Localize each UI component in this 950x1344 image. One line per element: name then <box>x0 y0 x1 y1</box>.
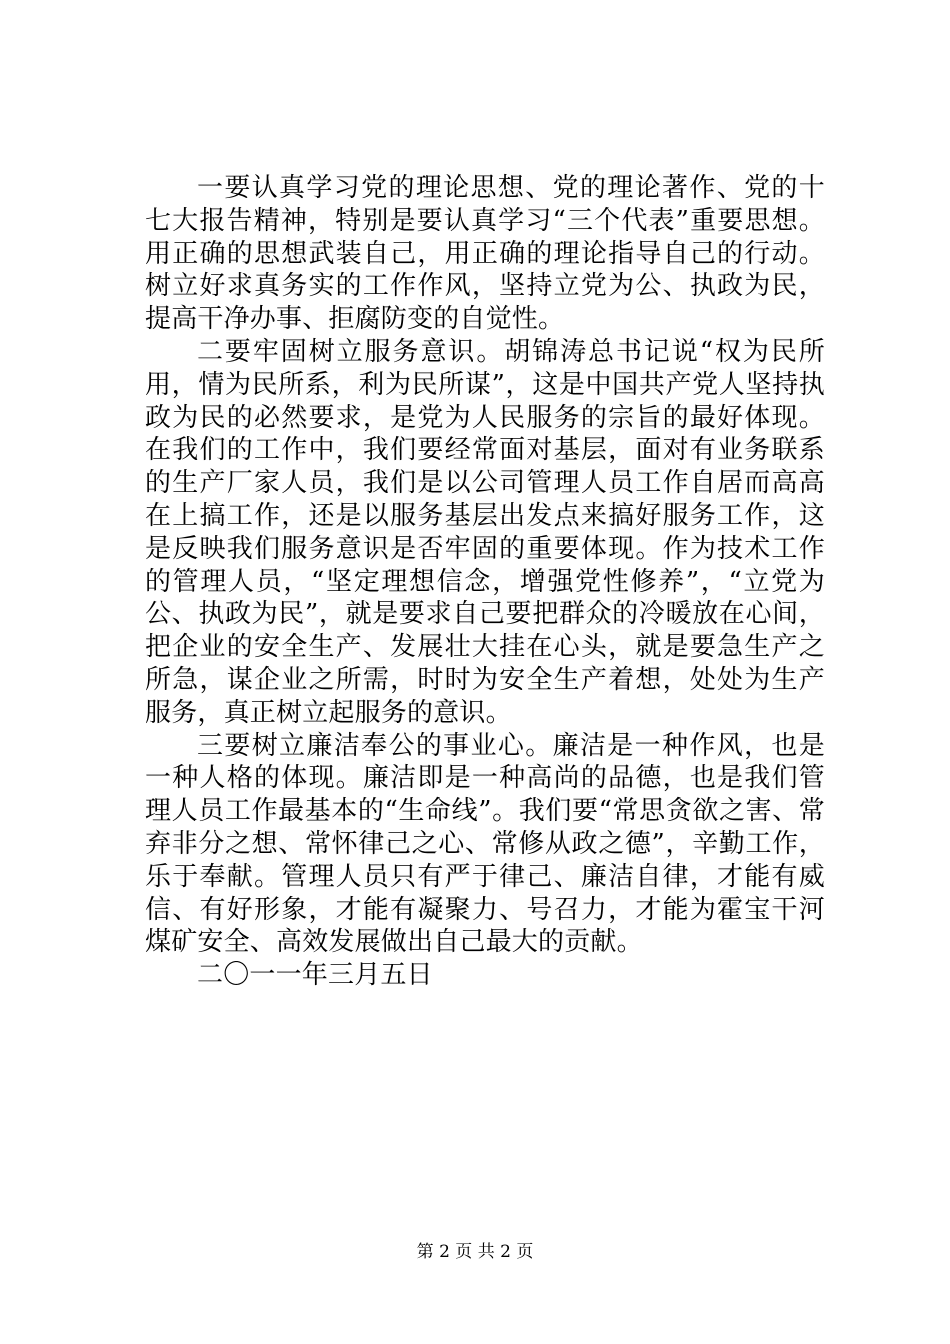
paragraph-service-awareness: 二要牢固树立服务意识。胡锦涛总书记说“权为民所用，情为民所系，利为民所谋”，这是中国共产党人坚持执政为民的必然要求，是党为人民服务的宗旨的最好体现。在我们的工作中，我们要经常面对基层，面对有业务联系的生产厂家人员，我们是以公司管理人员工作自居而高高在上搞工作，还是以服务基层出发点来搞好服务工作，这是反映我们服务意识是否牢固的重要体现。作为技术工作的管理人员，“坚定理想信念，增强党性修养”，“立党为公、执政为民”，就是要求自己要把群众的冷暖放在心间，把企业的安全生产、发展壮大挂在心头，就是要急生产之所急，谋企业之所需，时时为安全生产着想，处处为生产服务，真正树立起服务的意识。 <box>145 336 825 728</box>
page-footer: 第 2 页 共 2 页 <box>416 1242 534 1262</box>
paragraph-study-theory: 一要认真学习党的理论思想、党的理论著作、党的十七大报告精神，特别是要认真学习“三个代表”重要思想。用正确的思想武装自己，用正确的理论指导自己的行动。树立好求真务实的工作作风，坚持立党为公、执政为民，提高干净办事、拒腐防变的自觉性。 <box>145 173 825 335</box>
paragraph-integrity: 三要树立廉洁奉公的事业心。廉洁是一种作风，也是一种人格的体现。廉洁即是一种高尚的品德，也是我们管理人员工作最基本的“生命线”。我们要“常思贪欲之害、常弃非分之想、常怀律己之心、常修从政之德”，辛勤工作，乐于奉献。管理人员只有严于律己、廉洁自律，才能有威信、有好形象，才能有凝聚力、号召力，才能为霍宝干河煤矿安全、高效发展做出自己最大的贡献。 <box>145 730 825 958</box>
document-body <box>145 172 825 992</box>
document-date: 二〇一一年三月五日 <box>197 960 433 991</box>
